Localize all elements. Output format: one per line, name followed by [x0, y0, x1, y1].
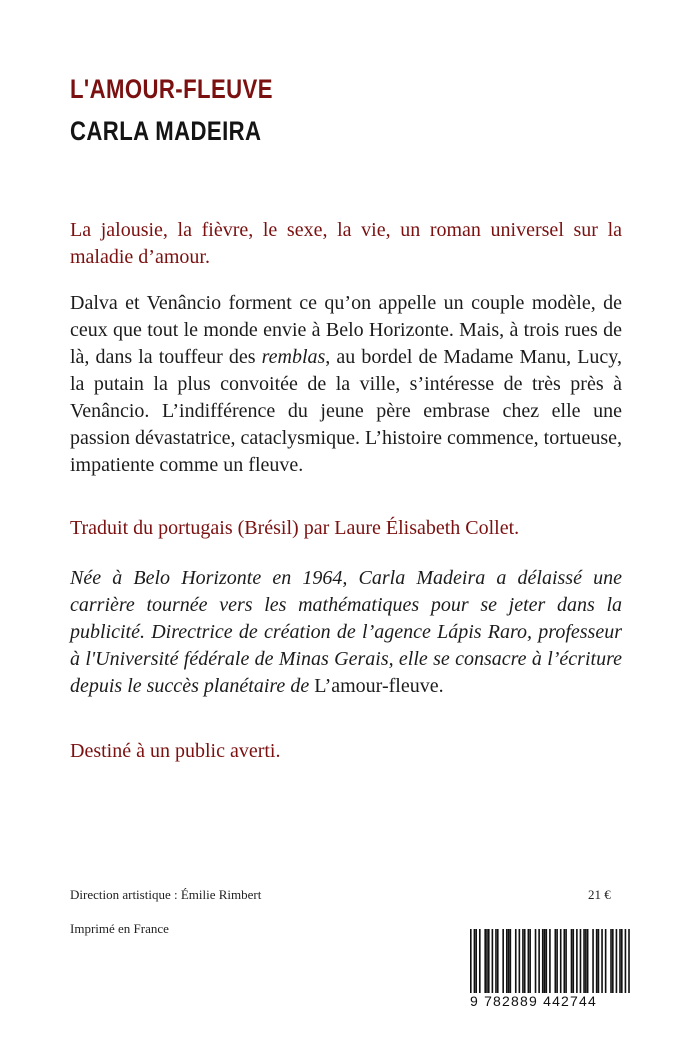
barcode-bar — [528, 929, 530, 993]
translation-credit: Traduit du portugais (Brésil) par Laure Élisabeth Collet. — [70, 517, 520, 539]
summary-text-2: , au bordel de Madame Manu, Lucy, la putain la plus convoitée de la ville, s’intéresse de très près à Venâncio. L’indifférence du jeune père embrase chez elle une passion dévastatrice, cataclysmique. L’histoire commence, tortueuse, impatiente comme un fleuve. — [70, 346, 622, 476]
art-direction-credit: Direction artistique : Émilie Rimbert — [70, 887, 262, 902]
barcode-bar — [515, 929, 517, 993]
barcode-bar — [529, 929, 531, 993]
barcode-bar — [535, 929, 537, 993]
barcode-bar — [519, 929, 521, 993]
barcode-bar — [549, 929, 551, 999]
barcode-bar — [612, 929, 614, 993]
isbn-number: 9 782889 442744 — [470, 993, 630, 1009]
barcode-bar — [625, 929, 627, 999]
barcode-bar — [598, 929, 600, 993]
summary-text-1: Dalva et Venâncio forment ce qu’on appelle un couple modèle, de ceux que tout le monde envie à Belo Horizonte. Mais, à trois rues de là, dans la touffeur des — [70, 292, 622, 368]
summary-italic-word: remblas — [261, 346, 326, 368]
barcode-bar — [474, 929, 476, 999]
barcode-bar — [470, 929, 472, 999]
barcode-bar — [580, 929, 582, 993]
barcode-bar — [619, 929, 621, 993]
barcode-bar — [510, 929, 512, 993]
barcode-bars-icon — [470, 929, 630, 999]
barcode-bar — [488, 929, 490, 993]
bio-book-title: L’amour-fleuve. — [314, 675, 444, 697]
tagline: La jalousie, la fièvre, le sexe, la vie, un roman universel sur la maladie d’amour. — [70, 219, 622, 268]
barcode-bar — [554, 929, 556, 993]
barcode-bar — [544, 929, 546, 993]
bio-italic-text: Née à Belo Horizonte en 1964, Carla Madeira a délaissé une carrière tournée vers les mathématiques pour se jeter dans la publicité. Directrice de création de l’agence Lápis Raro, professeur à l'Université fédérale de Minas Gerais, elle se consacre à l’écriture depuis le succès planétaire de — [70, 567, 622, 697]
barcode-bar — [565, 929, 567, 993]
barcode-bar — [587, 929, 589, 993]
barcode-bar — [596, 929, 598, 993]
barcode-bar — [628, 929, 630, 999]
barcode-bar — [522, 929, 524, 993]
barcode-bar — [492, 929, 494, 993]
barcode-bar — [542, 929, 544, 993]
author-bio — [70, 565, 622, 700]
summary-paragraph — [70, 290, 622, 479]
barcode-bar — [506, 929, 508, 993]
barcode-bar — [563, 929, 565, 993]
barcode-bar — [508, 929, 510, 993]
barcode-bar — [524, 929, 526, 993]
barcode-bar — [486, 929, 488, 993]
barcode-bar — [546, 929, 548, 993]
isbn-barcode — [470, 929, 630, 1019]
barcode-bar — [571, 929, 573, 993]
barcode-bar — [601, 929, 603, 993]
barcode-bar — [556, 929, 558, 993]
audience-warning: Destiné à un public averti. — [70, 740, 281, 762]
barcode-bar — [497, 929, 499, 993]
book-title: L'AMOUR-FLEUVE — [70, 74, 273, 104]
barcode-bar — [479, 929, 481, 993]
barcode-bar — [605, 929, 607, 993]
barcode-bar — [538, 929, 540, 993]
barcode-bar — [585, 929, 587, 993]
barcode-bar — [576, 929, 578, 993]
barcode-bar — [502, 929, 504, 993]
barcode-bar — [621, 929, 623, 993]
barcode-bar — [592, 929, 594, 993]
barcode-bar — [572, 929, 574, 993]
barcode-bar — [495, 929, 497, 993]
barcode-bar — [610, 929, 612, 993]
author-name: CARLA MADEIRA — [70, 116, 262, 146]
price-label: 21 € — [588, 887, 611, 902]
barcode-bar — [484, 929, 486, 993]
barcode-bar — [616, 929, 618, 993]
barcode-bar — [583, 929, 585, 993]
barcode-bar — [475, 929, 477, 993]
printed-in: Imprimé en France — [70, 921, 169, 936]
barcode-bar — [560, 929, 562, 993]
